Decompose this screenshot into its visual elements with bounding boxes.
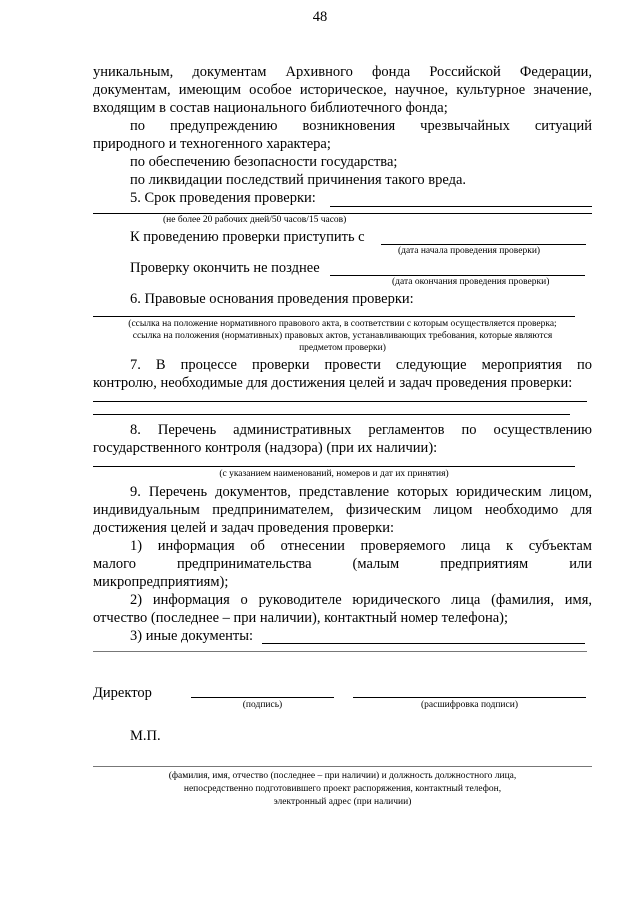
section-6-label: 6. Правовые основания проведения проверки: (130, 291, 414, 307)
section-7-line-1: 7. В процессе проверки провести следующие мероприятия по (130, 357, 592, 373)
paragraph-emergency-line-1: по предупреждению возникновения чрезвычайных ситуаций (130, 118, 592, 134)
paragraph-archive-line-1: уникальным, документам Архивного фонда Российской Федерации, (93, 64, 592, 80)
section-8-line-2: государственного контроля (надзора) (при их наличии): (93, 440, 438, 456)
section-9-item-1-line-1: 1) информация об отнесении проверяемого лица к субъектам (130, 538, 592, 554)
footer-hint-1: (фамилия, имя, отчество (последнее – при наличии) и должность должностного лица, (168, 771, 517, 781)
section-5-fill-line-2 (93, 213, 592, 214)
signature-hint: (подпись) (242, 700, 283, 710)
item-security: по обеспечению безопасности государства; (130, 154, 398, 170)
section-9-item-2-line-1: 2) информация о руководителе юридического лица (фамилия, имя, (130, 592, 592, 608)
section-9-line-2: индивидуальным предпринимателем, физическим лицом необходимо для (93, 502, 592, 518)
section-9-item-2-line-2: отчество (последнее – при наличии), контактный номер телефона); (93, 610, 508, 626)
section-5-fill-line-1 (330, 206, 592, 207)
section-9-item-1-line-2: малого предпринимательства (малым предприятиям или (93, 556, 592, 572)
footer-hint-2: непосредственно подготовившего проект распоряжения, контактный телефон, (183, 784, 502, 794)
section-6-hint-2: ссылка на положения (нормативных) правовых актов, устанавливающих требования, которые являются (132, 331, 553, 341)
footer-line (93, 766, 592, 767)
paragraph-archive-line-2: документам, имеющим особое историческое, научное, культурное значение, (93, 82, 592, 98)
end-date-hint: (дата окончания проведения проверки) (392, 277, 550, 287)
start-date-line (381, 244, 586, 245)
section-7-fill-line-1 (93, 401, 587, 402)
section-9-line-3: достижения целей и задач проведения проверки: (93, 520, 394, 536)
section-7-line-2: контролю, необходимые для достижения целей и задач проведения проверки: (93, 375, 573, 391)
section-9-item-1-line-3: микропредприятиям); (93, 574, 229, 590)
signature-decode-line (353, 697, 586, 698)
section-6-hint-1: (ссылка на положение нормативного правового акта, в соответствии с которым осуществляется проверка; (128, 319, 557, 329)
end-date-label: Проверку окончить не позднее (130, 260, 320, 276)
paragraph-emergency-line-2: природного и техногенного характера; (93, 136, 331, 152)
section-5-hint: (не более 20 рабочих дней/50 часов/15 часов) (163, 215, 347, 225)
section-8-line-1: 8. Перечень административных регламентов по осуществлению (130, 422, 592, 438)
section-6-hint-3: предметом проверки) (299, 343, 386, 353)
paragraph-archive-line-3: входящим в состав национального библиотечного фонда; (93, 100, 448, 116)
section-7-fill-line-2 (93, 414, 570, 415)
end-date-line (330, 275, 585, 276)
section-9-item-3-line (262, 643, 585, 644)
section-8-hint: (с указанием наименований, номеров и дат их принятия) (219, 469, 449, 479)
section-9-extra-line (93, 651, 587, 652)
signature-role: Директор (93, 685, 152, 701)
section-5-label: 5. Срок проведения проверки: (130, 190, 316, 206)
signature-decode-hint: (расшифровка подписи) (421, 700, 518, 710)
stamp-label: М.П. (130, 728, 161, 744)
signature-line (191, 697, 334, 698)
section-6-fill-line (93, 316, 575, 317)
item-liquidation: по ликвидации последствий причинения такого вреда. (130, 172, 467, 188)
start-date-hint: (дата начала проведения проверки) (398, 246, 541, 256)
footer-hint-3: электронный адрес (при наличии) (273, 797, 412, 807)
page-number: 48 (312, 9, 328, 25)
section-9-item-3-label: 3) иные документы: (130, 628, 254, 644)
section-9-line-1: 9. Перечень документов, представление которых юридическим лицом, (130, 484, 592, 500)
section-8-fill-line (93, 466, 575, 467)
start-date-label: К проведению проверки приступить с (130, 229, 365, 245)
